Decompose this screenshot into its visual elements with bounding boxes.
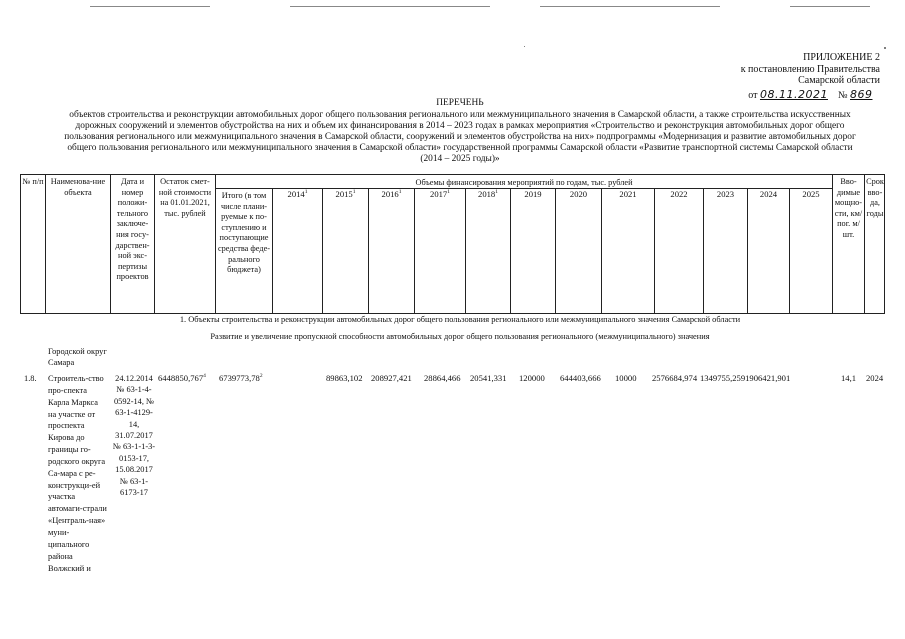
year-divider [789,188,790,314]
row-remaining: 6448850,767$^4$ [158,373,206,383]
decree-number: 869 [850,87,873,101]
year-2023: 2023 [716,189,735,199]
scan-line [790,6,870,7]
list-heading: ПЕРЕЧЕНЬ [436,98,484,108]
header-remaining: Остаток смет-ной стоимости на 01.01.2021, тыс. рублей [158,177,212,218]
year-divider [368,188,369,314]
row-capacity: 14,1 [841,373,857,383]
header-funding-group: Объемы финансирования мероприятий по годам, тыс. рублей [415,178,633,187]
header-num: № п/п [22,177,44,186]
scan-line [540,6,720,7]
appendix-to: к постановлению Правительства [740,63,880,75]
row-object-name: Строитель-ство про-спекта Карла Маркса на участке от проспекта Кирова до границы го-родского округа Са-мара с ре-конструкци-ей участка автомаги-страли «Централь-ная» муни-ципального района Волжский и [48,374,107,573]
row-num: 1.8. [24,374,37,383]
year-divider [322,188,323,314]
year-divider [272,188,273,314]
year-2019: 2019 [524,189,542,199]
year-2021: 2021 [619,189,637,199]
header-expertise: Дата и номер положи-тельного заключе-ния госу-дарствен-ной экс-пертизы проектов [115,177,150,282]
title-line-2: дорожных сооружений и элементов обустройства на них и объем их финансирования в 2014 – 2023 годах в рамках мероприятия «Строительство и реконструкция автомобильных дорог общего [75,121,845,131]
column-divider [45,174,46,314]
scan-speck [884,47,886,49]
row-2016: 208927,421 [371,373,412,383]
year-2015: 2015$^1$ [335,189,356,199]
row-2020: 644403,666 [560,373,601,383]
scan-line [90,6,210,7]
year-2020: 2020 [569,189,588,199]
year-2018: 2018$^1$ [478,189,498,199]
row-2015: 89863,102 [326,373,363,383]
year-2024: 2024 [759,189,778,199]
year-divider [414,188,415,314]
scan-speck [524,46,525,47]
row-2019: 120000 [519,373,545,383]
row-expertise: 24.12.2014 № 63-1-4-0592-14, № 63-1-4129-14, 31.07.2017 № 63-1-1-3-0153-17, 15.08.2017 № 63-1-6173-17 [112,374,156,498]
row-term: 2024 [866,373,884,383]
appendix-region: Самарской области [798,75,880,86]
title-line-5: (2014 – 2025 годы)» [420,154,500,164]
title-line-4: общего пользования регионального или межмуниципального значения в Самарской области» государственной программы Самарской области «Развитие транспортной системы Самарской области [67,143,853,153]
row-total: 6739773,78$^2$ [219,373,263,383]
year-divider [510,188,511,314]
year-divider [555,188,556,314]
year-divider [601,188,602,314]
district-label: Городской округ Самара [48,347,107,368]
header-capacity: Вво-димые мощно-сти, км/пог. м/шт. [834,177,863,239]
row-2018: 20541,331 [470,373,507,383]
year-2014: 2014$^1$ [287,189,308,199]
year-2025: 2025 [802,189,820,199]
row-2023-2024: 1349755,2591906421,901 [700,373,791,383]
year-2017: 2017$^1$ [430,189,450,199]
header-term: Срок вво-да, годы [866,177,884,218]
number-prefix: № [837,89,848,101]
scan-line [290,6,490,7]
date-prefix: от [748,89,758,101]
year-2016: 2016$^1$ [381,189,402,199]
year-divider [465,188,466,314]
appendix-header [700,52,880,101]
header-total: Итого (в том числе плани-руемые к по-ступлению и поступающие средства феде-рального бюджета) [217,191,271,275]
row-2021: 10000 [615,373,637,383]
subsection-title: Развитие и увеличение пропускной способности автомобильных дорог общего пользования регионального (межмуниципального) значения [210,332,710,341]
title-line-1: объектов строительства и реконструкции автомобильных дорог общего пользования регионального или межмуниципального значения в Самарской области, а также строительства искусственных [69,110,851,120]
year-divider [654,188,655,314]
year-divider [747,188,748,314]
section-title: 1. Объекты строительства и реконструкции автомобильных дорог общего пользования регионального или межмуниципального значения Самарской области [179,315,741,324]
decree-date: 08.11.2021 [759,87,828,101]
row-2022: 2576684,974 [652,373,698,383]
header-name: Наименова-ние объекта [50,177,106,197]
year-2022: 2022 [670,189,688,199]
row-2017: 28864,466 [424,373,461,383]
year-divider [703,188,704,314]
title-line-3: пользования регионального или межмуниципального значения в Самарской области, сооружений и элементов обустройства на них» подпрограммы «Модернизация и развитие автомобильных дорог [64,132,856,142]
appendix-title: ПРИЛОЖЕНИЕ 2 [803,52,880,63]
